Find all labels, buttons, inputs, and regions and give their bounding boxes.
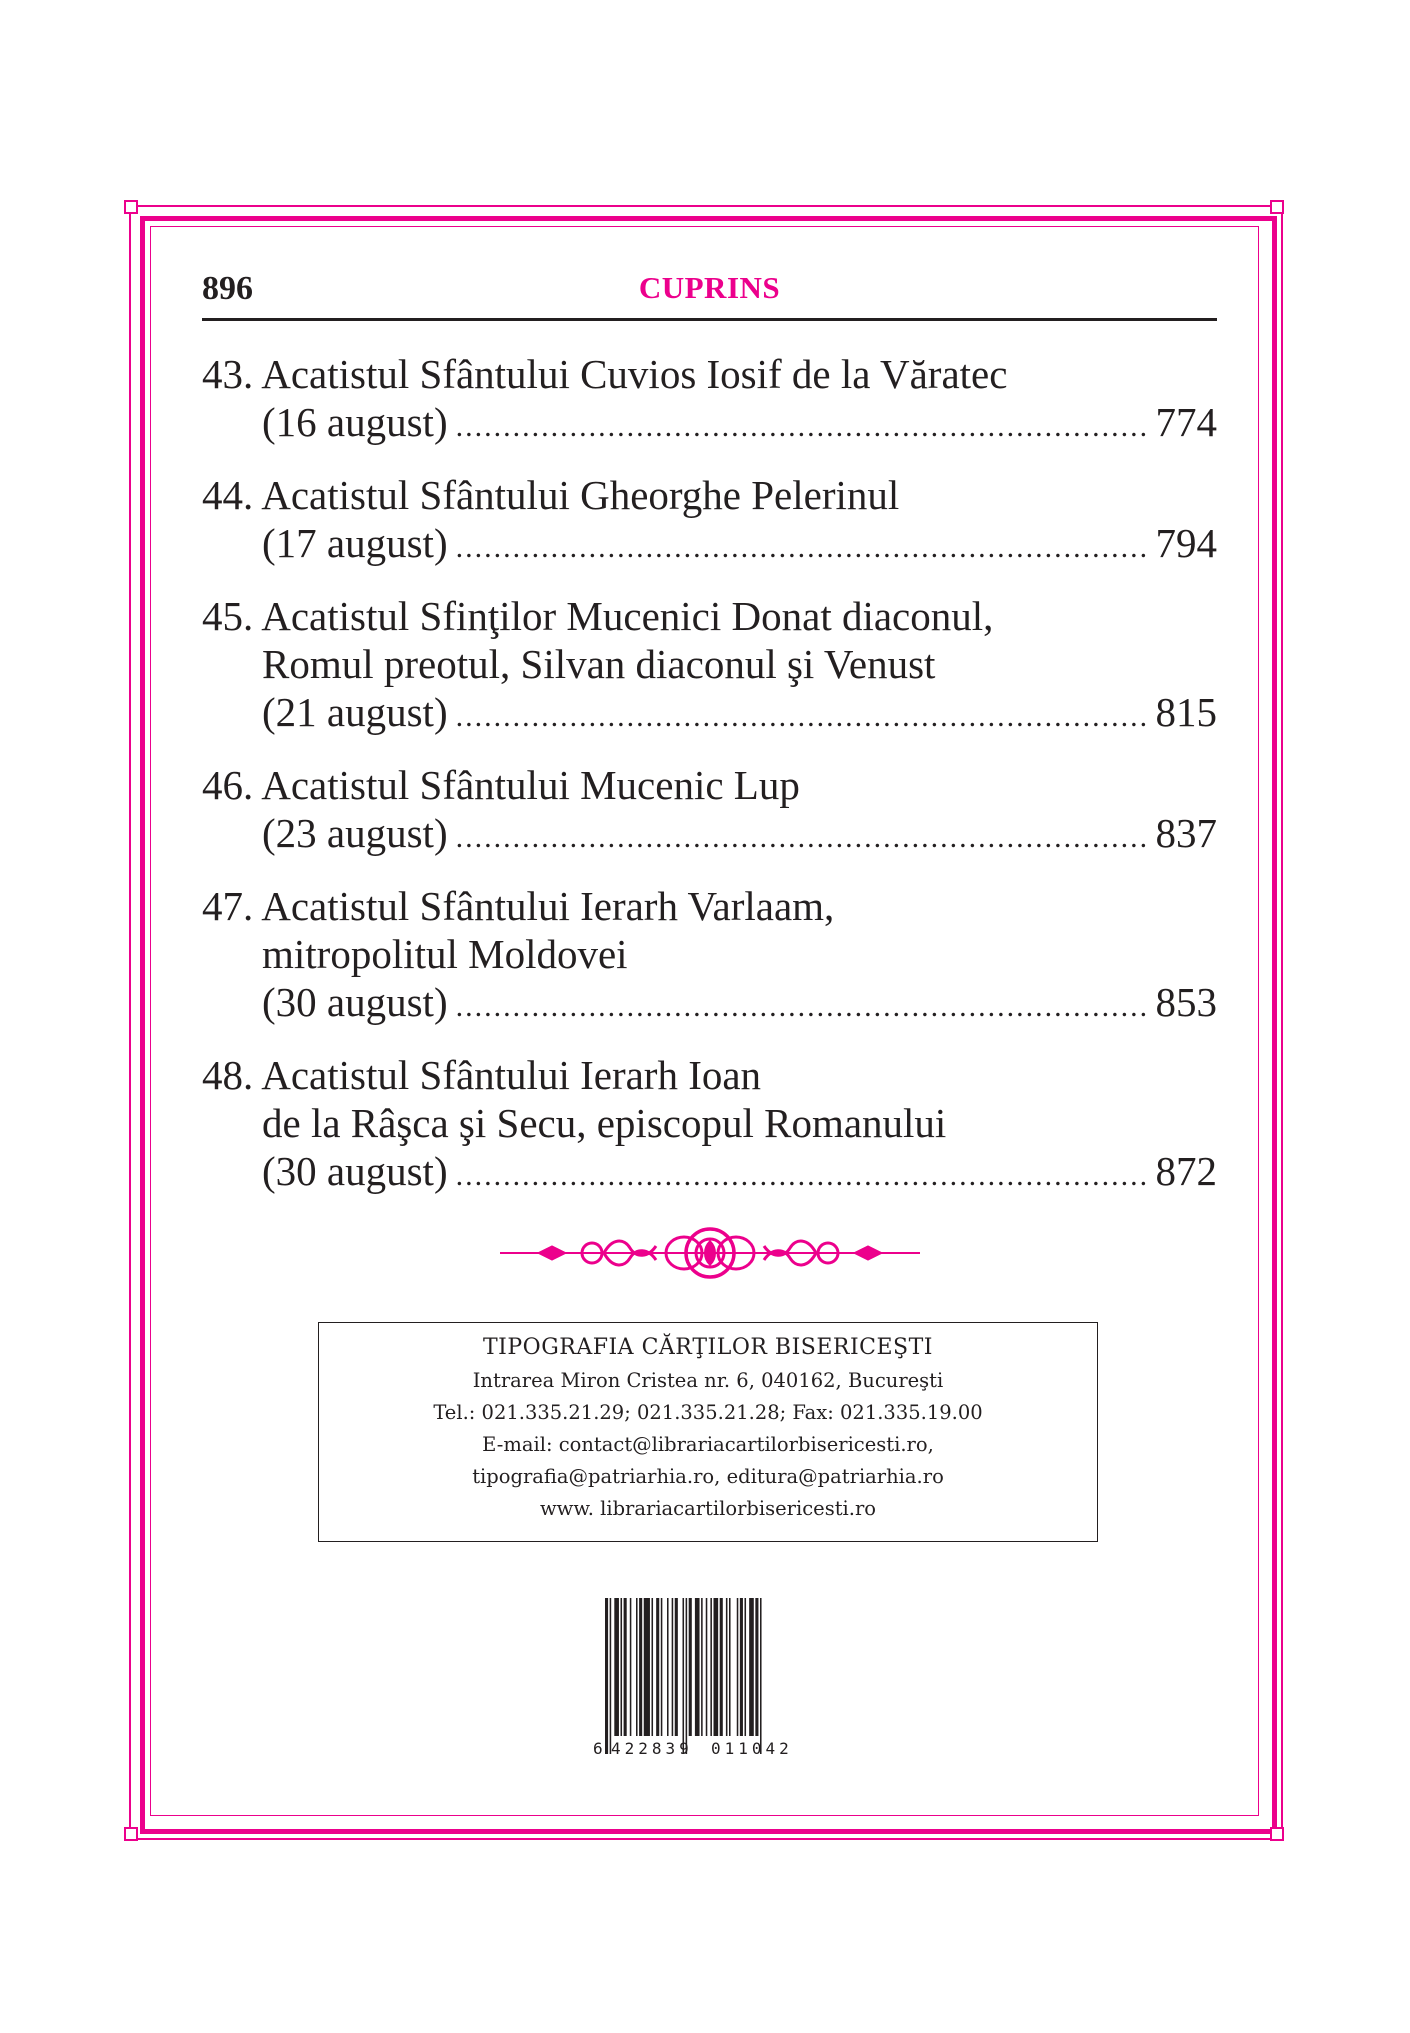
toc-entry-title: 46. Acatistul Sfântului Mucenic Lup <box>202 762 800 808</box>
frame-corner-top-left <box>124 200 138 214</box>
toc-entry-title-continued: mitropolitul Moldovei <box>262 931 628 977</box>
barcode-bar <box>749 1598 754 1736</box>
toc-entry-date: (17 august) <box>262 520 448 566</box>
toc-entry-date-line <box>202 809 1217 862</box>
barcode-bar <box>624 1598 627 1736</box>
barcode-bar <box>672 1598 674 1736</box>
page-header <box>202 270 1217 321</box>
barcode-bar <box>686 1598 688 1754</box>
dot-leader <box>456 524 1148 572</box>
publisher-email-secondary: tipografia@patriarhia.ro, editura@patriarhia.ro <box>472 1465 944 1488</box>
toc-entry-date: (23 august) <box>262 810 448 856</box>
publisher-email: E-mail: contact@librariacartilorbisericesti.ro, <box>482 1433 934 1456</box>
barcode-bar <box>667 1598 669 1736</box>
barcode-bar <box>740 1598 743 1736</box>
barcode-bar <box>605 1598 608 1754</box>
dot-leader <box>456 693 1148 741</box>
barcode-bar <box>675 1598 678 1736</box>
page-number: 896 <box>202 270 253 307</box>
toc-entry-date-line <box>202 978 1217 1031</box>
barcode-bar <box>755 1598 758 1736</box>
toc-entry-43 <box>202 350 1217 451</box>
barcode-bar <box>710 1598 712 1736</box>
table-of-contents <box>202 350 1217 1220</box>
barcode-bar <box>760 1598 762 1754</box>
toc-entry-title-continued: de la Râşca şi Secu, episcopul Romanului <box>262 1100 947 1146</box>
barcode-bar <box>639 1598 642 1736</box>
toc-entry-date: (21 august) <box>262 689 448 735</box>
frame-corner-bottom-right <box>1270 1827 1284 1841</box>
dot-leader <box>456 983 1148 1031</box>
publisher-address: Intrarea Miron Cristea nr. 6, 040162, Bucureşti <box>472 1369 944 1392</box>
toc-entry-date: (16 august) <box>262 399 448 445</box>
barcode-bar <box>630 1598 632 1736</box>
toc-entry-date: (30 august) <box>262 979 448 1025</box>
dot-leader <box>456 403 1148 451</box>
dot-leader <box>456 814 1148 862</box>
toc-entry-date-line <box>202 398 1217 451</box>
barcode-bar <box>726 1598 728 1736</box>
toc-entry-page: 815 <box>1155 689 1217 735</box>
barcode-bar <box>689 1598 692 1736</box>
barcode-bar <box>745 1598 747 1736</box>
barcode-icon <box>591 1596 818 1758</box>
barcode-bar <box>644 1598 650 1736</box>
frame-corner-bottom-left <box>124 1827 138 1841</box>
toc-entry-title: 44. Acatistul Sfântului Gheorghe Pelerinul <box>202 472 900 518</box>
dot-leader <box>456 1152 1148 1200</box>
publisher-name: TIPOGRAFIA CĂRŢILOR BISERICEŞTI <box>483 1335 933 1360</box>
toc-entry-date-line <box>202 688 1217 741</box>
barcode-bar <box>695 1598 700 1736</box>
barcode-bar <box>729 1598 731 1736</box>
frame-corner-top-right <box>1270 200 1284 214</box>
barcode-bar <box>720 1598 723 1736</box>
toc-entry-date-line <box>202 519 1217 572</box>
toc-entry-title-continued: Romul preotul, Silvan diaconul şi Venust <box>262 641 936 687</box>
barcode-bar <box>636 1598 638 1736</box>
toc-entry-date-line <box>202 1147 1217 1200</box>
barcode-digits-right: 011042 <box>711 1739 793 1758</box>
barcode-bar <box>610 1598 612 1754</box>
toc-entry-44 <box>202 471 1217 572</box>
toc-entry-page: 774 <box>1155 399 1217 445</box>
toc-entry-page: 872 <box>1155 1148 1217 1194</box>
toc-entry-48 <box>202 1051 1217 1200</box>
barcode-bar <box>737 1598 739 1736</box>
toc-entry-title: 47. Acatistul Sfântului Ierarh Varlaam, <box>202 883 835 929</box>
publisher-website: www. librariacartilorbisericesti.ro <box>539 1497 877 1520</box>
section-title: CUPRINS <box>638 270 781 305</box>
toc-entry-page: 837 <box>1155 810 1217 856</box>
barcode-bar <box>656 1598 659 1736</box>
barcode-bar <box>683 1598 685 1754</box>
toc-entry-47 <box>202 882 1217 1031</box>
barcode-digits-left: 422839 <box>611 1739 693 1758</box>
barcode-bar <box>614 1598 619 1736</box>
decorative-ornament-icon <box>500 1218 920 1288</box>
publisher-info-box <box>318 1322 1098 1542</box>
toc-entry-page: 794 <box>1155 520 1217 566</box>
toc-entry-title: 48. Acatistul Sfântului Ierarh Ioan <box>202 1052 762 1098</box>
barcode-digit-first: 6 <box>593 1739 603 1758</box>
toc-entry-45 <box>202 592 1217 741</box>
barcode-bar <box>652 1598 654 1736</box>
barcode-bar <box>706 1598 708 1736</box>
toc-entry-title: 45. Acatistul Sfinţilor Mucenici Donat diaconul, <box>202 593 994 639</box>
toc-entry-date: (30 august) <box>262 1148 448 1194</box>
toc-entry-title: 43. Acatistul Sfântului Cuvios Iosif de la Văratec <box>202 351 1008 397</box>
toc-entry-46 <box>202 761 1217 862</box>
publisher-phone: Tel.: 021.335.21.29; 021.335.21.28; Fax: 021.335.19.00 <box>433 1401 983 1424</box>
barcode-bar <box>714 1598 719 1736</box>
toc-entry-page: 853 <box>1155 979 1217 1025</box>
barcode-bar <box>661 1598 663 1736</box>
barcode-bar <box>701 1598 703 1736</box>
barcode-bar <box>621 1598 623 1736</box>
